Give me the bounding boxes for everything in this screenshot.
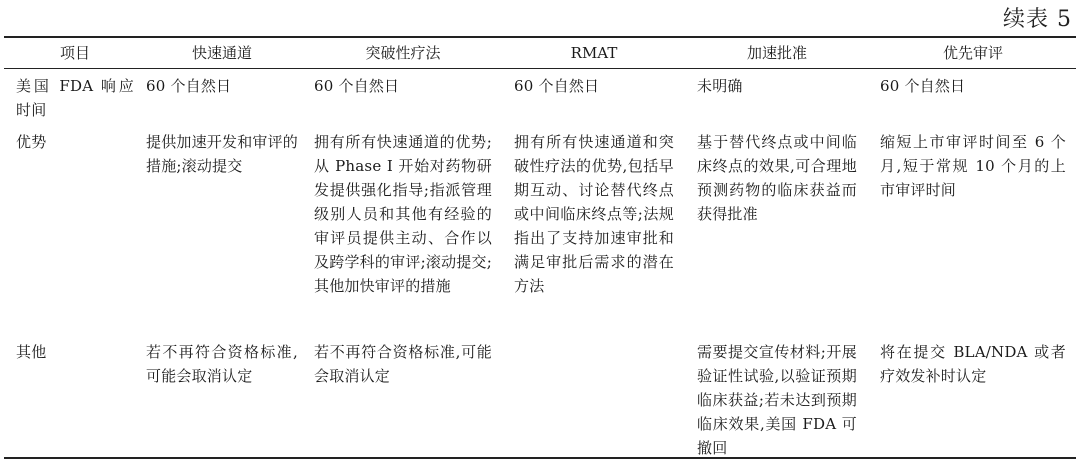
row-label-response-time: 美国 FDA 响应时间 <box>16 77 134 119</box>
header-rmat: RMAT <box>570 44 618 62</box>
table-top-rule <box>4 36 1076 38</box>
row-label-others: 其他 <box>16 343 47 361</box>
header-breakthrough-therapy: 突破性疗法 <box>365 44 441 62</box>
table-cell: 60 个自然日 <box>314 77 400 95</box>
table-cell: 若不再符合资格标准,可能会取消认定 <box>314 343 492 385</box>
table-cell: 60 个自然日 <box>514 77 600 95</box>
table-cell: 未明确 <box>697 77 743 95</box>
table-cell: 拥有所有快速通道和突破性疗法的优势,包括早期互动、讨论替代终点或中间临床终点等;法规指出了支持加速审批和满足审批后需求的潜在方法 <box>514 133 674 295</box>
table-cell: 拥有所有快速通道的优势;从 Phase I 开始对药物研发提供强化指导;指派管理级别人员和其他有经验的审评员提供主动、合作以及跨学科的审评;滚动提交;其他加快审评的措施 <box>314 133 492 295</box>
table-cell: 若不再符合资格标准,可能会取消认定 <box>146 343 298 385</box>
header-fast-track: 快速通道 <box>191 44 252 62</box>
table-cell: 提供加速开发和审评的措施;滚动提交 <box>146 133 299 175</box>
table-cell: 将在提交 BLA/NDA 或者疗效发补时认定 <box>880 343 1066 385</box>
table-cell: 60 个自然日 <box>146 77 232 95</box>
table-cell: 需要提交宣传材料;开展验证性试验,以验证预期临床获益;若未达到预期临床效果,美国 FDA 可撤回 <box>697 343 857 457</box>
header-item: 项目 <box>59 44 90 62</box>
table-cell: 缩短上市审评时间至 6 个月,短于常规 10 个月的上市审评时间 <box>880 133 1066 199</box>
table-cell: 60 个自然日 <box>880 77 966 95</box>
table-caption: 续表 5 <box>1003 7 1072 32</box>
header-accelerated-approval: 加速批准 <box>746 44 807 62</box>
row-label-advantages: 优势 <box>16 133 47 151</box>
table-header-rule <box>4 68 1076 69</box>
header-priority-review: 优先审评 <box>942 44 1003 62</box>
table-bottom-rule <box>4 457 1076 459</box>
table-cell: 基于替代终点或中间临床终点的效果,可合理地预测药物的临床获益而获得批准 <box>697 133 857 223</box>
